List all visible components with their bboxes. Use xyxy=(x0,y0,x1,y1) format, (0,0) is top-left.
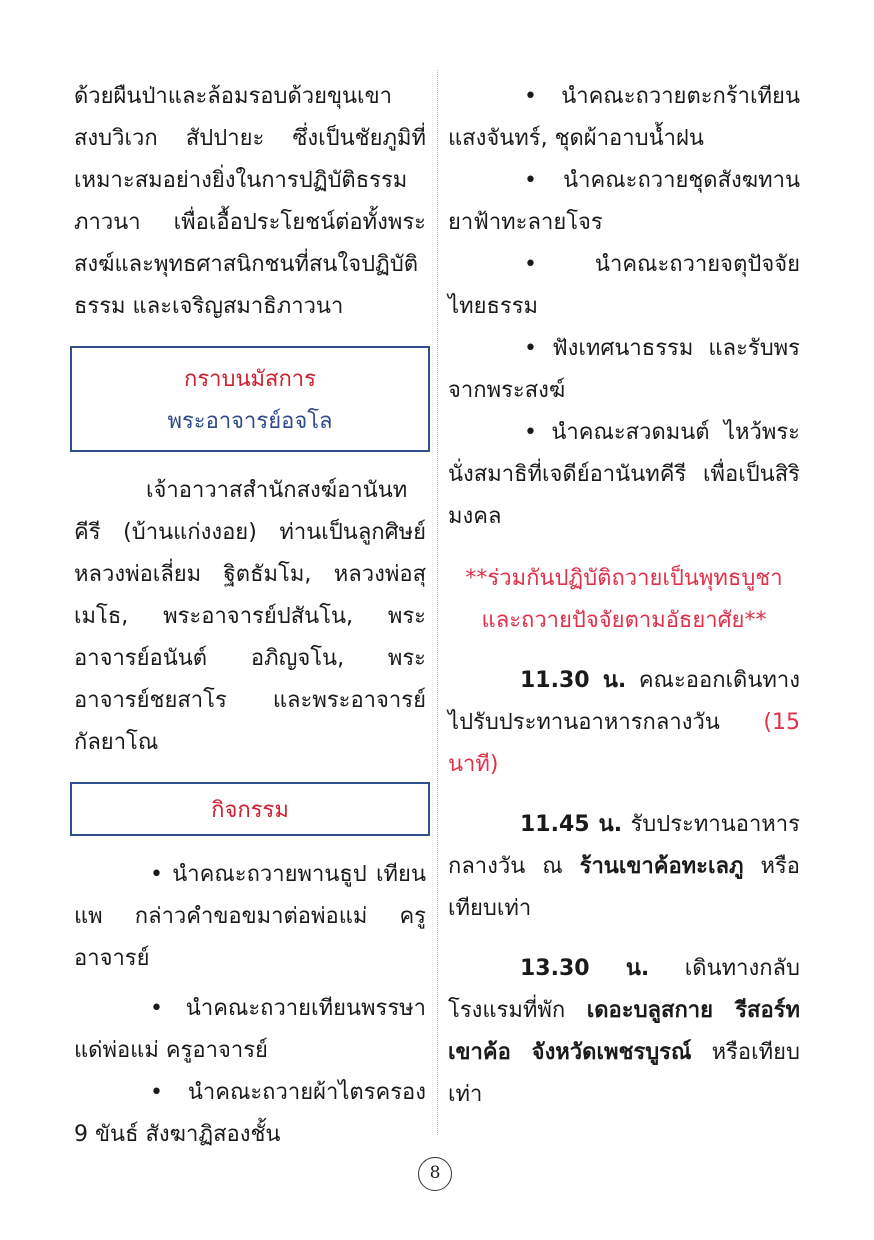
schedule-text: หรือเทียบเท่า xyxy=(448,1040,800,1107)
schedule-text: รับประทานอาหารกลางวัน ณ xyxy=(448,812,800,879)
activity-item: • นำคณะสวดมนต์ ไหว้พระนั่งสมาธิที่เจดีย์อานันทคีรี เพื่อเป็นสิริมงคล xyxy=(448,420,800,529)
schedule-item xyxy=(448,948,800,1116)
restaurant-name: ร้านเขาค้อทะเลภู xyxy=(579,854,744,879)
page-number: 8 xyxy=(418,1157,452,1191)
teacher-paragraph: เจ้าอาวาสสำนักสงฆ์อานันทคีรี (บ้านแก่งงอย) ท่านเป็นลูกศิษย์หลวงพ่อเลี่ยม ฐิตธัมโม, หลวงพ่อสุเมโธ, พระอาจารย์ปสันโน, พระอาจารย์อนันต์ อภิญจโน, พระอาจารย์ชยสาโร และพระอาจารย์กัลยาโณ xyxy=(74,478,426,755)
schedule-time: 11.45 น. xyxy=(520,812,623,837)
teacher-heading-line2: พระอาจารย์อจโล xyxy=(167,409,333,434)
schedule-item xyxy=(448,804,800,930)
teacher-heading-line1: กราบนมัสการ xyxy=(184,367,316,392)
right-column xyxy=(448,76,800,1116)
notice-line-1: **ร่วมกันปฏิบัติถวายเป็นพุทธบูชา xyxy=(465,566,783,591)
activity-item: • นำคณะถวายเทียนพรรษาแด่พ่อแม่ ครูอาจารย์ xyxy=(74,996,426,1063)
left-column xyxy=(74,76,426,1156)
column-divider xyxy=(437,70,438,1135)
schedule-time: 13.30 น. xyxy=(520,956,650,981)
activities-heading: กิจกรรม xyxy=(211,798,289,823)
schedule-text: หรือเทียบเท่า xyxy=(448,854,800,921)
activity-item: • นำคณะถวายผ้าไตรครอง 9 ขันธ์ สังฆาฏิสองชั้น xyxy=(74,1080,426,1147)
activity-item: • นำคณะถวายพานธูป เทียนแพ กล่าวคำขอขมาต่อพ่อแม่ ครูอาจารย์ xyxy=(74,862,426,971)
schedule-text: คณะออกเดินทางไปรับประทานอาหารกลางวัน xyxy=(448,668,800,735)
activity-item: • ฟังเทศนาธรรม และรับพรจากพระสงฆ์ xyxy=(448,336,800,403)
schedule-text: เดินทางกลับโรงแรมที่พัก xyxy=(448,956,800,1023)
schedule-note: (15 นาที) xyxy=(448,710,800,777)
activity-item: • นำคณะถวายชุดสังฆทานยาฟ้าทะลายโจร xyxy=(448,168,800,235)
notice-text xyxy=(448,558,800,642)
schedule-item xyxy=(448,660,800,786)
schedule-time: 11.30 น. xyxy=(520,668,627,693)
notice-line-2: และถวายปัจจัยตามอัธยาศัย** xyxy=(481,608,767,633)
activities-heading-box xyxy=(70,782,430,836)
activity-item: • นำคณะถวายจตุปัจจัยไทยธรรม xyxy=(448,252,800,319)
hotel-name: เดอะบลูสกาย รีสอร์ท เขาค้อ จังหวัดเพชรบูรณ์ xyxy=(448,998,800,1065)
teacher-heading-box xyxy=(70,346,430,452)
activity-item: • นำคณะถวายตะกร้าเทียนแสงจันทร์, ชุดผ้าอาบน้ำฝน xyxy=(448,84,800,151)
intro-paragraph: ด้วยผืนป่าและล้อมรอบด้วยขุนเขาสงบวิเวก สัปปายะ ซึ่งเป็นชัยภูมิที่เหมาะสมอย่างยิ่งในการปฏิบัติธรรมภาวนา เพื่อเอื้อประโยชน์ต่อทั้งพระสงฆ์และพุทธศาสนิกชนที่สนใจปฏิบัติธรรม และเจริญสมาธิภาวนา xyxy=(74,84,426,319)
